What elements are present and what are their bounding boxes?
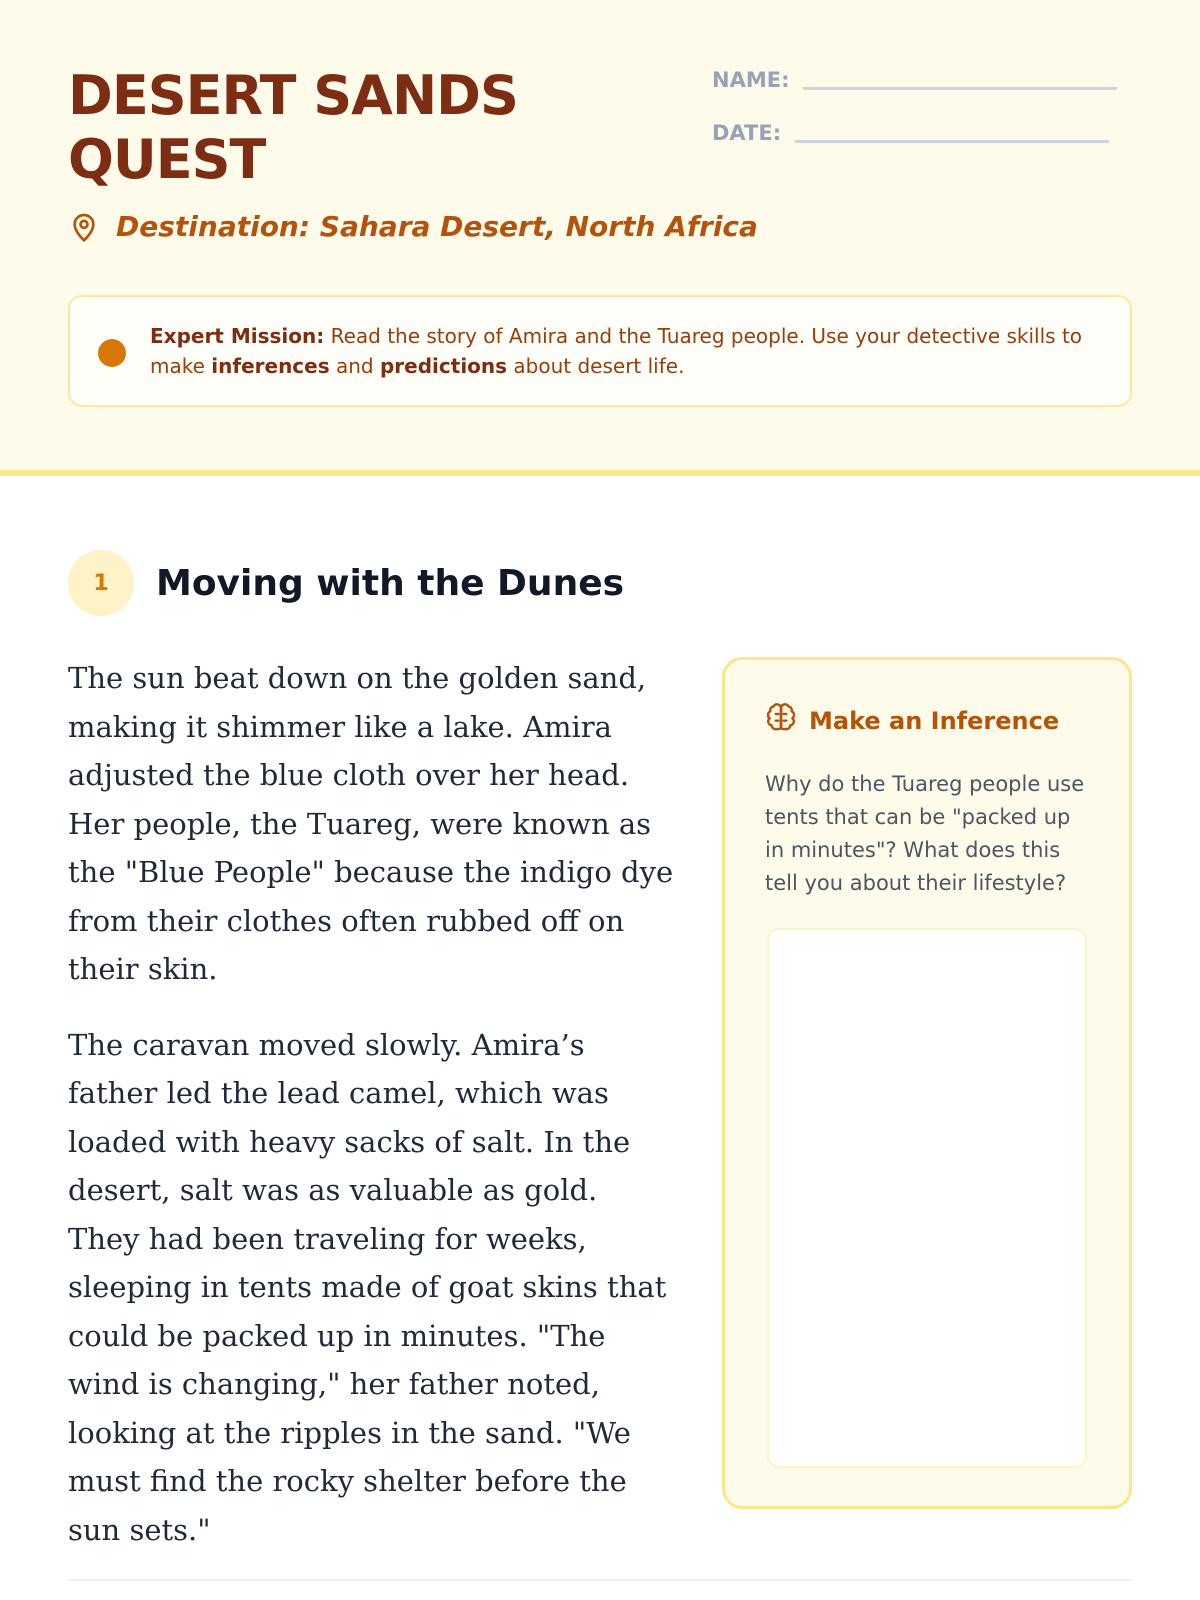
section-heading (68, 550, 624, 616)
worksheet-title: DESERT SANDS QUEST (68, 64, 518, 191)
mission-text-part: and (329, 354, 380, 378)
mission-text-part: about desert life. (507, 354, 685, 378)
destination (68, 210, 758, 243)
inference-heading (765, 702, 1059, 740)
destination-text: Destination: Sahara Desert, North Africa (116, 210, 758, 243)
inference-card (722, 657, 1132, 1509)
map-pin-icon (68, 211, 100, 243)
story-paragraph: The caravan moved slowly. Amira’s father led the lead camel, which was loaded with heavy sacks of salt. In the desert, salt was as valuable as gold. They had been traveling for weeks, sleeping in tents made of goat skins that could be packed up in minutes. "The wind is changing," her father noted, looking at the ripples in the sand. "We must find the rocky shelter before the sun sets." (68, 1027, 667, 1547)
worksheet-header (0, 0, 1200, 476)
expert-mission-box (68, 295, 1132, 407)
inference-answer-box[interactable] (767, 928, 1087, 1468)
mission-keyword-inferences: inferences (211, 354, 330, 378)
story-paragraph: The sun beat down on the golden sand, making it shimmer like a lake. Amira adjusted the blue cloth over her head. Her people, the Tuareg, were known as the "Blue People" because the indigo dye from their clothes often rubbed off on their skin. (68, 661, 674, 986)
mission-text (150, 321, 1110, 381)
name-line[interactable] (803, 87, 1117, 90)
story-text (68, 654, 678, 1581)
section-title: Moving with the Dunes (156, 562, 625, 604)
name-label: NAME: (712, 68, 790, 92)
date-label: DATE: (712, 121, 782, 145)
date-line[interactable] (795, 140, 1109, 143)
date-field[interactable] (712, 121, 1109, 145)
inference-title: Make an Inference (809, 707, 1060, 735)
section-number-badge: 1 (68, 550, 134, 616)
mission-keyword-predictions: predictions (379, 354, 508, 378)
brain-icon (765, 702, 797, 740)
mission-lead: Expert Mission: (150, 324, 325, 348)
name-field[interactable] (712, 68, 1117, 92)
mission-text-part: Read the story of Amira and the Tuareg people. Use your detective skills to make (150, 324, 1083, 378)
section-divider (68, 1579, 1132, 1581)
inference-question: Why do the Tuareg people use tents that can be "packed up in minutes"? What does this tell you about their lifestyle? (765, 772, 1085, 895)
mission-dot-icon (98, 339, 126, 367)
